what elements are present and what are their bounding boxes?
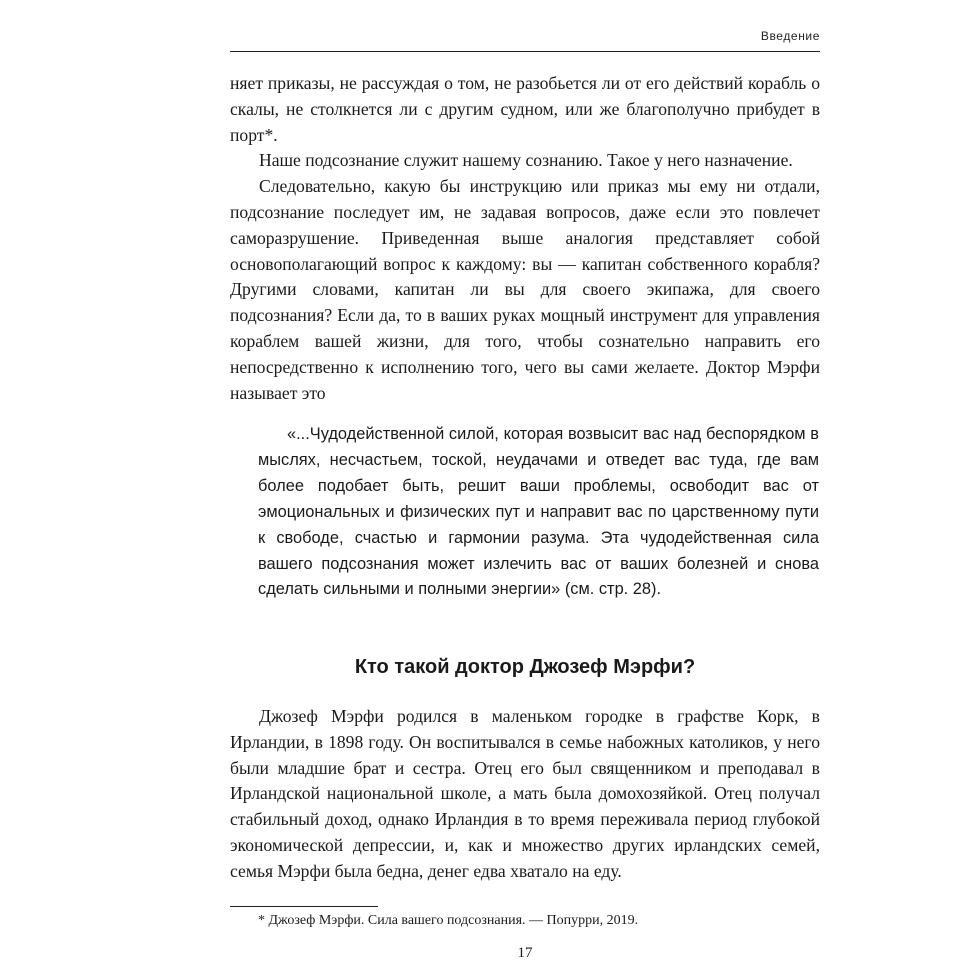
running-head — [230, 29, 820, 52]
paragraph: Джозеф Мэрфи родился в маленьком городке в графстве Корк, в Ирландии, в 1898 году. Он воспитывался в семье набожных католиков, у него были младшие брат и сестра. Отец его был священником и преподавал в Ирландской национальной школе, а мать была домохозяйкой. Отец получал стабильный доход, однако Ирландия в то время переживала период глубокой экономической депрессии, и, как и множество других ирландских семей, семья Мэрфи была бедна, денег едва хватало на еду. — [230, 706, 820, 881]
footnote-divider — [230, 906, 378, 907]
paragraph: Наше подсознание служит нашему сознанию. Такое у него назначение. — [259, 150, 793, 171]
block-quote: «...Чудодейственной силой, которая возвысит вас над беспорядком в мыслях, несчастьем, тоской, неудачами и отведет вас туда, где вам более подобает быть, решит ваши проблемы, освободит вас от эмоциональных и физических пут и направит вас по царственному пути к свободе, счастью и гармонии разума. Эта чудодейственная сила вашего подсознания может излечить вас от ваших болезней и снова сделать сильными и полными энергии» (см. стр. 28). — [258, 425, 819, 599]
body-text-bottom — [230, 704, 820, 885]
paragraph-continued: няет приказы, не рассуждая о том, не разобьется ли от его действий корабль о скалы, не столкнется ли с другим судном, или же благополучно прибудет в порт*. — [230, 73, 820, 145]
footnote: * Джозеф Мэрфи. Сила вашего подсознания. — Попурри, 2019. — [258, 913, 639, 928]
section-heading: Кто такой доктор Джозеф Мэрфи? — [354, 656, 696, 678]
running-head-title: Введение — [760, 29, 820, 43]
page-number: 17 — [517, 945, 533, 961]
body-text-top — [230, 71, 820, 406]
paragraph: Следовательно, какую бы инструкцию или приказ мы ему ни отдали, подсознание последует им, не задавая вопросов, даже если это повлечет саморазрушение. Приведенная выше аналогия представляет собой основополагающий вопрос к каждому: вы — капитан собственного корабля? Другими словами, капитан ли вы для своего экипажа, для своего подсознания? Если да, то в ваших руках мощный инструмент для управления кораблем вашей жизни, для того, чтобы сознательно направить его непосредственно к исполнению того, чего вы сами желаете. Доктор Мэрфи называет это — [230, 176, 820, 403]
